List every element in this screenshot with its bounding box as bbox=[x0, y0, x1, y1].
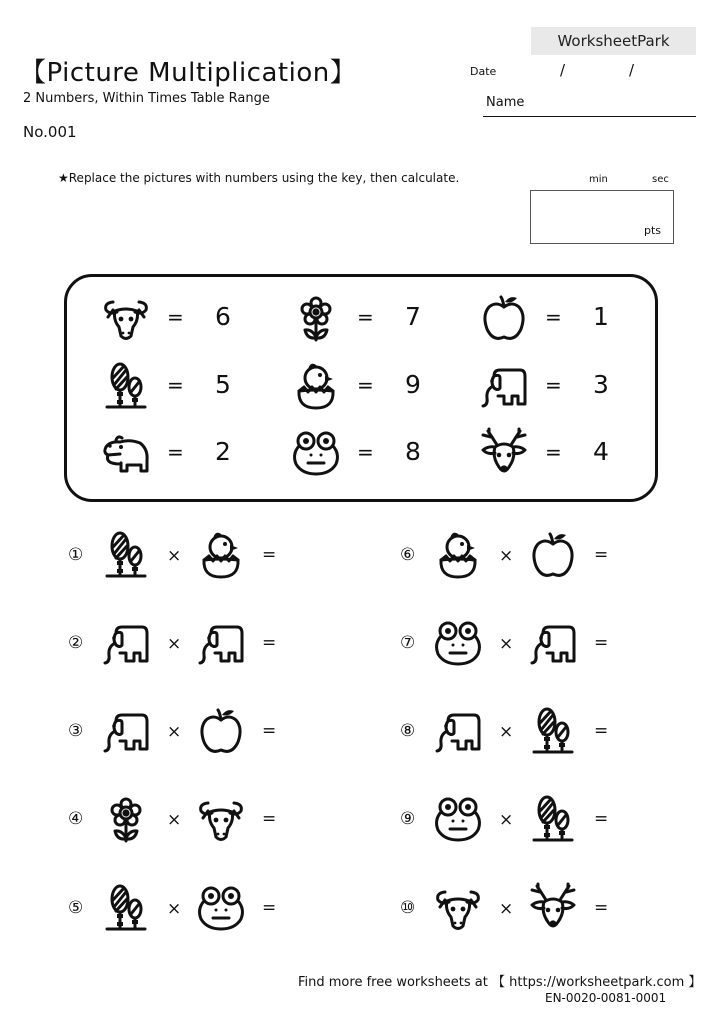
equals-sign: = bbox=[262, 898, 277, 918]
trees-icon bbox=[100, 529, 152, 581]
sec-label: sec bbox=[652, 174, 669, 185]
equals-sign: = bbox=[357, 373, 374, 397]
elephant-icon bbox=[100, 617, 152, 669]
apple-icon bbox=[195, 705, 247, 757]
frog-icon bbox=[432, 617, 484, 669]
equals-sign: = bbox=[357, 440, 374, 464]
date-separator: / bbox=[560, 61, 566, 79]
deer-icon bbox=[527, 882, 579, 934]
times-sign: × bbox=[167, 722, 182, 742]
times-sign: × bbox=[499, 899, 514, 919]
equals-sign: = bbox=[594, 721, 609, 741]
times-sign: × bbox=[499, 546, 514, 566]
chick-icon bbox=[432, 529, 484, 581]
equals-sign: = bbox=[545, 373, 562, 397]
apple-icon bbox=[527, 529, 579, 581]
answer-field[interactable] bbox=[618, 625, 708, 661]
elephant-icon bbox=[527, 617, 579, 669]
key-value: 6 bbox=[215, 302, 231, 331]
name-label: Name bbox=[486, 95, 525, 110]
answer-field[interactable] bbox=[618, 537, 708, 573]
key-value: 5 bbox=[215, 370, 231, 399]
footer-code: EN-0020-0081-0001 bbox=[545, 991, 667, 1005]
equals-sign: = bbox=[594, 545, 609, 565]
elephant-icon bbox=[432, 705, 484, 757]
flower-icon bbox=[100, 793, 152, 845]
problem-number: ④ bbox=[68, 809, 84, 829]
problem-number: ⑥ bbox=[400, 545, 416, 565]
equals-sign: = bbox=[594, 898, 609, 918]
problem-number: ⑨ bbox=[400, 809, 416, 829]
brand-label: WorksheetPark bbox=[531, 27, 696, 55]
equals-sign: = bbox=[545, 440, 562, 464]
times-sign: × bbox=[167, 899, 182, 919]
bull-icon bbox=[100, 292, 152, 344]
trees-icon bbox=[100, 882, 152, 934]
bull-icon bbox=[432, 882, 484, 934]
apple-icon bbox=[478, 292, 530, 344]
times-sign: × bbox=[499, 722, 514, 742]
page-title: 【Picture Multiplication】 bbox=[20, 58, 357, 88]
frog-icon bbox=[432, 793, 484, 845]
key-value: 4 bbox=[593, 437, 609, 466]
problem-number: ① bbox=[68, 545, 84, 565]
key-value: 9 bbox=[405, 370, 421, 399]
footer-link-text[interactable]: Find more free worksheets at 【 https://worksheetpark.com 】 bbox=[298, 975, 702, 990]
name-field[interactable] bbox=[483, 116, 696, 117]
equals-sign: = bbox=[262, 809, 277, 829]
deer-icon bbox=[478, 427, 530, 479]
date-separator: / bbox=[629, 61, 635, 79]
times-sign: × bbox=[499, 634, 514, 654]
key-value: 2 bbox=[215, 437, 231, 466]
times-sign: × bbox=[167, 546, 182, 566]
times-sign: × bbox=[167, 810, 182, 830]
answer-field[interactable] bbox=[286, 713, 376, 749]
problem-number: ⑧ bbox=[400, 721, 416, 741]
pts-label: pts bbox=[643, 224, 661, 237]
problem-number: ② bbox=[68, 633, 84, 653]
chick-icon bbox=[195, 529, 247, 581]
problem-number: ⑦ bbox=[400, 633, 416, 653]
key-value: 7 bbox=[405, 302, 421, 331]
answer-field[interactable] bbox=[286, 625, 376, 661]
key-value: 8 bbox=[405, 437, 421, 466]
trees-icon bbox=[527, 793, 579, 845]
problem-number: ⑩ bbox=[400, 898, 416, 918]
equals-sign: = bbox=[594, 633, 609, 653]
times-sign: × bbox=[499, 810, 514, 830]
equals-sign: = bbox=[262, 545, 277, 565]
page-subtitle: 2 Numbers, Within Times Table Range bbox=[23, 91, 270, 106]
times-sign: × bbox=[167, 634, 182, 654]
key-value: 1 bbox=[593, 302, 609, 331]
elephant-icon bbox=[478, 360, 530, 412]
equals-sign: = bbox=[167, 305, 184, 329]
elephant-icon bbox=[100, 705, 152, 757]
key-value: 3 bbox=[593, 370, 609, 399]
equals-sign: = bbox=[594, 809, 609, 829]
equals-sign: = bbox=[262, 633, 277, 653]
equals-sign: = bbox=[545, 305, 562, 329]
hippo-icon bbox=[100, 427, 152, 479]
min-label: min bbox=[589, 174, 608, 185]
answer-field[interactable] bbox=[618, 890, 708, 926]
elephant-icon bbox=[195, 617, 247, 669]
equals-sign: = bbox=[167, 440, 184, 464]
frog-icon bbox=[195, 882, 247, 934]
worksheet-number: No.001 bbox=[23, 123, 77, 141]
answer-field[interactable] bbox=[286, 801, 376, 837]
answer-field[interactable] bbox=[286, 890, 376, 926]
date-label: Date bbox=[470, 65, 497, 78]
instructions: ★Replace the pictures with numbers using the key, then calculate. bbox=[58, 171, 460, 185]
bull-icon bbox=[195, 793, 247, 845]
answer-field[interactable] bbox=[618, 713, 708, 749]
answer-field[interactable] bbox=[618, 801, 708, 837]
equals-sign: = bbox=[357, 305, 374, 329]
trees-icon bbox=[527, 705, 579, 757]
problem-number: ③ bbox=[68, 721, 84, 741]
flower-icon bbox=[290, 292, 342, 344]
problem-number: ⑤ bbox=[68, 898, 84, 918]
answer-field[interactable] bbox=[286, 537, 376, 573]
trees-icon bbox=[100, 360, 152, 412]
equals-sign: = bbox=[167, 373, 184, 397]
equals-sign: = bbox=[262, 721, 277, 741]
frog-icon bbox=[290, 427, 342, 479]
score-box[interactable] bbox=[530, 190, 674, 244]
chick-icon bbox=[290, 360, 342, 412]
